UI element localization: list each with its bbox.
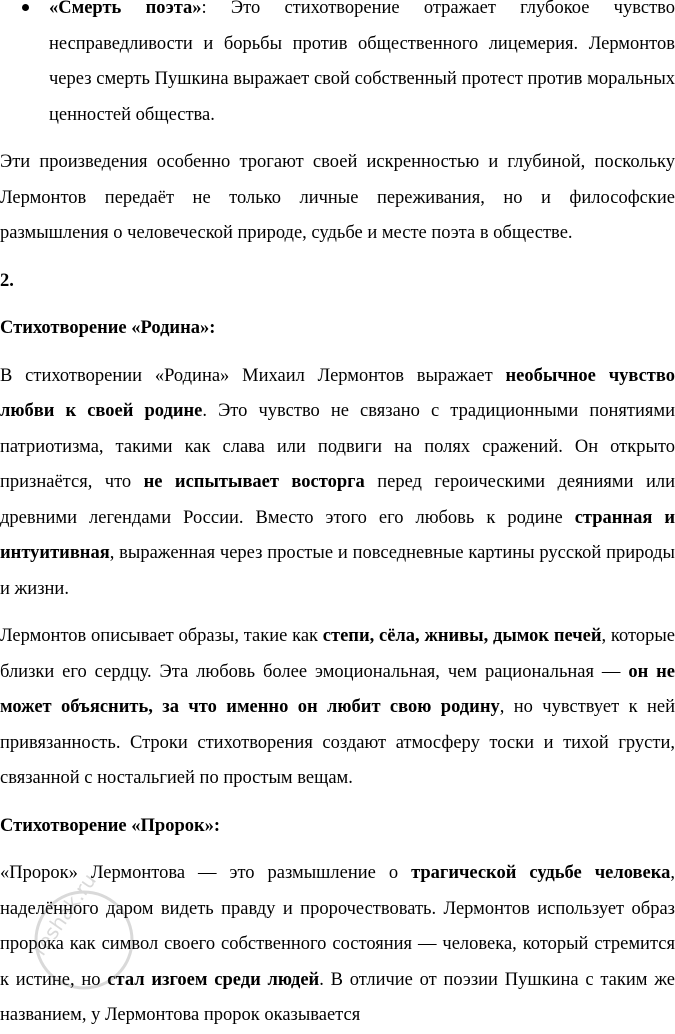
text-run: . Это чувство не связано с традиционными понятиями патриотизма, такими как слава или подвиги на полях сражений. Он открыто признаётся, что	[0, 401, 675, 492]
rodina-paragraph-2	[0, 619, 675, 797]
summary-paragraph: Эти произведения особенно трогают своей искренностью и глубиной, поскольку Лермонтов передаёт не только личные переживания, но и философские размышления о человеческой природе, судьбе и месте поэта в обществе.	[0, 152, 675, 243]
bullet-title: «Смерть поэта»	[49, 0, 202, 18]
prorok-paragraph-1	[0, 856, 675, 1034]
watermark-text: reshak.ru	[27, 868, 102, 960]
text-run: . В отличие от поэзии Пушкина с таким же названием, у Лермонтова пророк оказывается	[0, 969, 675, 1025]
text-run: , но чувствует к ней привязанность. Строки стихотворения создают атмосферу тоски и тихой грусти, связанной с ностальгией по простым вещам.	[0, 697, 675, 788]
bold-run: не испытывает восторга	[143, 472, 365, 492]
bold-run: стал изгоем среди людей	[107, 969, 320, 990]
text-run: , которые близки его сердцу. Эта любовь более эмоциональная, чем рациональная —	[0, 626, 675, 682]
text-run: В стихотворении «Родина» Михаил Лермонтов выражает	[0, 365, 506, 386]
rodina-paragraph-1	[0, 359, 675, 608]
section-number: 2.	[0, 270, 14, 291]
text-run: «Пророк» Лермонтова — это размышление о	[0, 863, 412, 883]
bold-run: степи, сёла, жнивы, дымок печей	[322, 626, 602, 646]
rodina-heading: Стихотворение «Родина»:	[0, 318, 216, 338]
list-item	[0, 0, 675, 133]
bold-run: необычное чувство любви к своей родине	[0, 365, 675, 421]
bullet-dot	[22, 4, 29, 11]
bold-run: трагической судьбе человека	[411, 863, 671, 883]
bold-run: он не может объяснить, за что именно он любит свою родину	[0, 661, 675, 717]
prorok-heading: Стихотворение «Пророк»:	[0, 815, 221, 836]
bullet-list	[0, 0, 675, 133]
text-run: Лермонтов описывает образы, такие как	[0, 626, 323, 646]
bullet-text: : Это стихотворение отражает глубокое чувство несправедливости и борьбы против общественного лицемерия. Лермонтов через смерть Пушкина выражает свой собственный протест против моральных ценностей общества.	[49, 0, 675, 125]
text-run: , наделённого даром видеть правду и пророчествовать. Лермонтов использует образ пророка как символ своего собственного состояния — человека, который стремится к истине, но	[0, 863, 675, 990]
bold-run: странная и интуитивная	[0, 507, 675, 563]
text-run: перед героическими деяниями или древними легендами России. Вместо этого его любовь к родине	[0, 472, 675, 528]
text-run: , выраженная через простые и повседневные картины русской природы и жизни.	[0, 543, 675, 599]
